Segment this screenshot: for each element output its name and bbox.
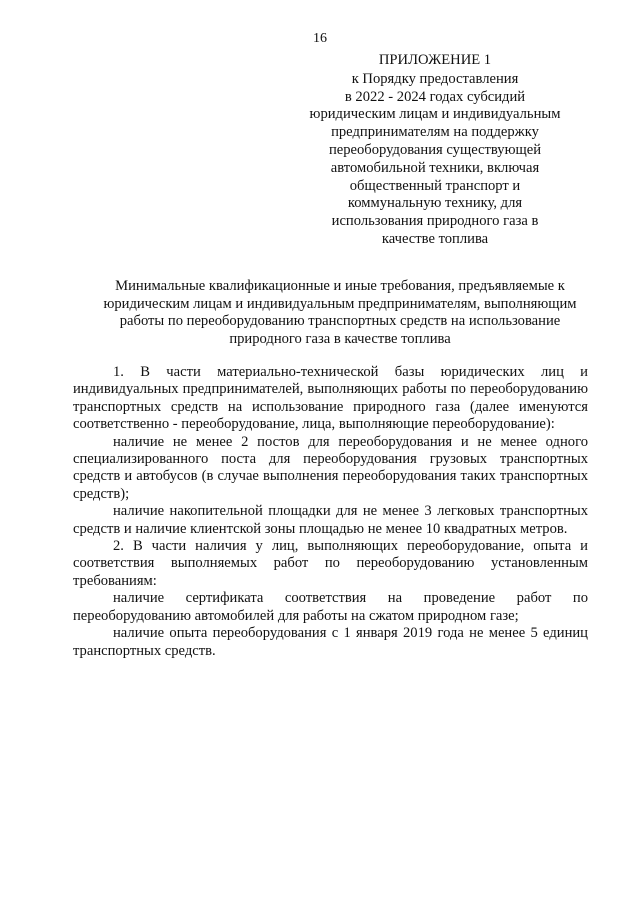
paragraph: наличие накопительной площадки для не менее 3 легковых транспортных средств и наличие клиентской зоны площадью не менее 10 квадратных метров. <box>73 503 588 537</box>
appendix-line: качестве топлива <box>381 230 489 247</box>
appendix-line: предпринимателям на поддержку <box>331 124 539 141</box>
heading-line: юридическим лицам и индивидуальным предпринимателям, выполняющим <box>103 295 577 312</box>
paragraph: наличие опыта переоборудования с 1 января 2019 года не менее 5 единиц транспортных средств. <box>73 625 588 659</box>
heading-line: работы по переоборудованию транспортных средств на использование <box>119 313 561 330</box>
paragraph: наличие сертификата соответствия на проведение работ по переоборудованию автомобилей для работы на сжатом природном газе; <box>73 590 588 624</box>
document-body <box>73 364 588 660</box>
appendix-line: общественный транспорт и <box>349 177 521 194</box>
appendix-line: в 2022 - 2024 годах субсидий <box>344 88 526 105</box>
paragraph: наличие не менее 2 постов для переоборудования и не менее одного специализированного поста для переоборудования грузовых транспортных средств и автобусов (в случае выполнения переоборудования таких транспортных средств); <box>73 433 588 502</box>
appendix-line: автомобильной техники, включая <box>330 159 540 176</box>
page-number: 16 <box>313 31 327 46</box>
paragraph: 2. В части наличия у лиц, выполняющих переоборудование, опыта и соответствия выполняемых работ по переоборудованию установленным требованиям: <box>73 538 588 589</box>
document-heading <box>60 278 620 348</box>
appendix-title: ПРИЛОЖЕНИЕ 1 <box>378 52 492 68</box>
heading-line: Минимальные квалификационные и иные требования, предъявляемые к <box>115 278 565 294</box>
appendix-line: использования природного газа в <box>331 213 539 230</box>
paragraph: 1. В части материально-технической базы юридических лиц и индивидуальных предпринимателей, выполняющих работы по переоборудованию транспортных средств на использование природного газа (далее именуются соответственно - переоборудование, лица, выполняющие переоборудование): <box>73 364 588 433</box>
heading-line: природного газа в качестве топлива <box>229 330 451 347</box>
appendix-block <box>285 52 585 249</box>
appendix-line: юридическим лицам и индивидуальным <box>309 106 561 123</box>
appendix-line: коммунальную технику, для <box>347 195 523 212</box>
appendix-line: к Порядку предоставления <box>351 70 519 87</box>
appendix-line: переоборудования существующей <box>328 141 542 158</box>
